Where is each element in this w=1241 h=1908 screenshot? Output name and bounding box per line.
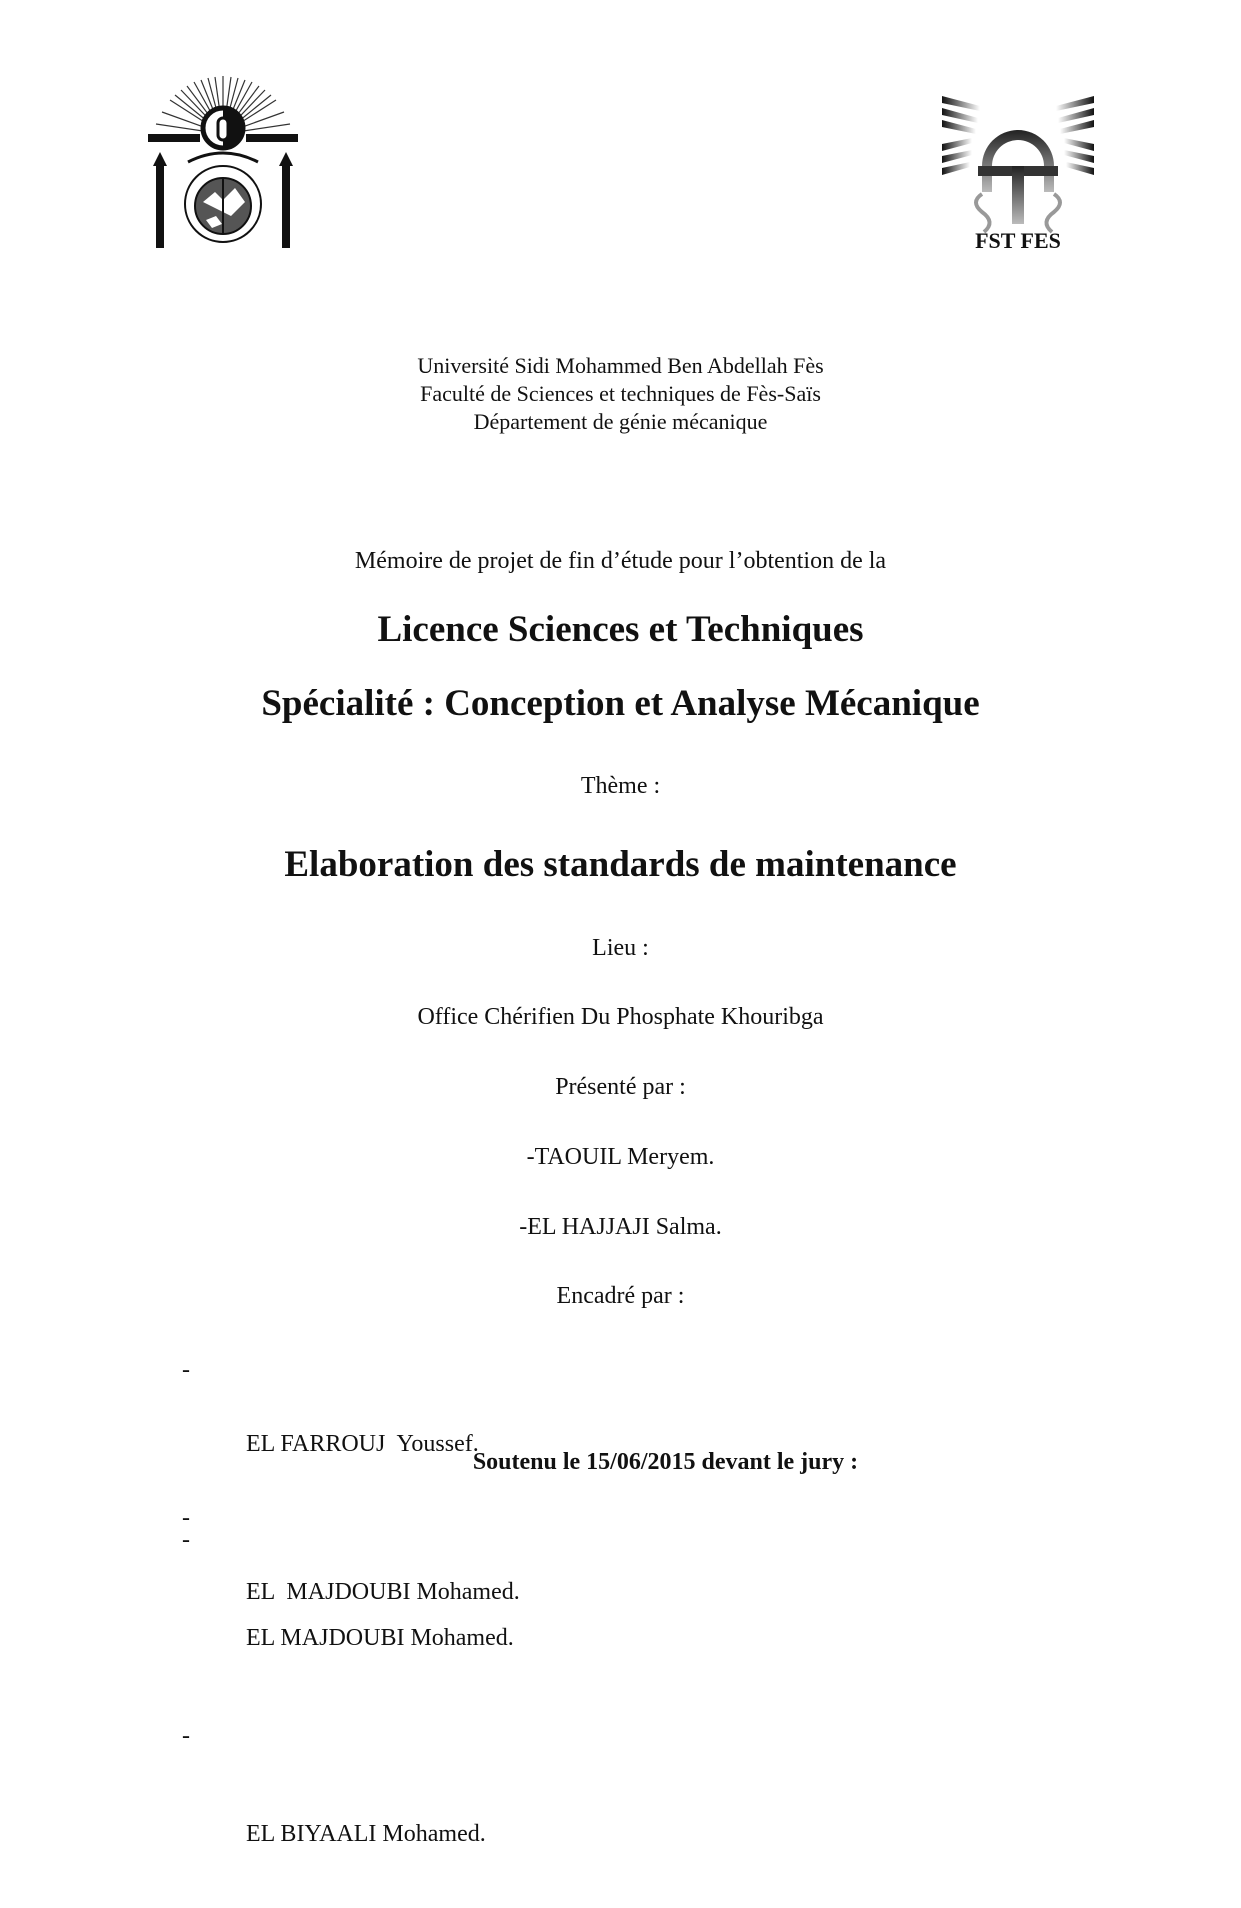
- university-emblem-logo: [148, 72, 298, 250]
- institution-header: [0, 352, 1241, 436]
- theme-title: Elaboration des standards de maintenance: [284, 844, 957, 885]
- faculty-name: Faculté de Sciences et techniques de Fès-Saïs: [420, 381, 821, 406]
- defense-statement: Soutenu le 15/06/2015 devant le jury :: [472, 1449, 859, 1475]
- supervised-by-label: Encadré par :: [556, 1283, 685, 1309]
- degree-title: Licence Sciences et Techniques: [377, 609, 864, 650]
- jury-member-name: EL BIYAALI Mohamed.: [246, 1821, 486, 1847]
- university-name: Université Sidi Mohammed Ben Abdellah Fès: [417, 353, 824, 378]
- supervisor-name: EL MAJDOUBI Mohamed.: [246, 1579, 520, 1605]
- student-name: -EL HAJJAJI Salma.: [519, 1214, 722, 1240]
- location-label: Lieu :: [592, 935, 649, 961]
- jury-member-item: [182, 1516, 514, 1712]
- university-emblem-icon: [148, 72, 298, 250]
- student-name: -TAOUIL Meryem.: [526, 1144, 715, 1170]
- jury-member-item: [182, 1712, 514, 1908]
- bullet-dash: -: [182, 1357, 190, 1383]
- location-value: Office Chérifien Du Phosphate Khouribga: [417, 1004, 824, 1030]
- specialty-title: Spécialité : Conception et Analyse Mécanique: [261, 683, 980, 724]
- bullet-dash: -: [182, 1527, 190, 1553]
- supervisor-name: EL FARROUJ Youssef.: [246, 1431, 479, 1457]
- presented-by-label: Présenté par :: [555, 1074, 686, 1100]
- svg-text:FST FES: FST FES: [975, 228, 1061, 252]
- jury-list: [182, 1516, 514, 1908]
- thesis-intro: Mémoire de projet de fin d’étude pour l’obtention de la: [354, 548, 887, 574]
- bullet-dash: -: [182, 1723, 190, 1749]
- jury-member-name: EL MAJDOUBI Mohamed.: [246, 1625, 514, 1651]
- department-name: Département de génie mécanique: [473, 409, 768, 434]
- fst-fes-logo-icon: [942, 94, 1094, 252]
- fst-fes-logo: [942, 94, 1094, 252]
- theme-label: Thème :: [580, 773, 661, 799]
- supervisor-item: [182, 1352, 520, 1500]
- bullet-dash: -: [182, 1505, 190, 1531]
